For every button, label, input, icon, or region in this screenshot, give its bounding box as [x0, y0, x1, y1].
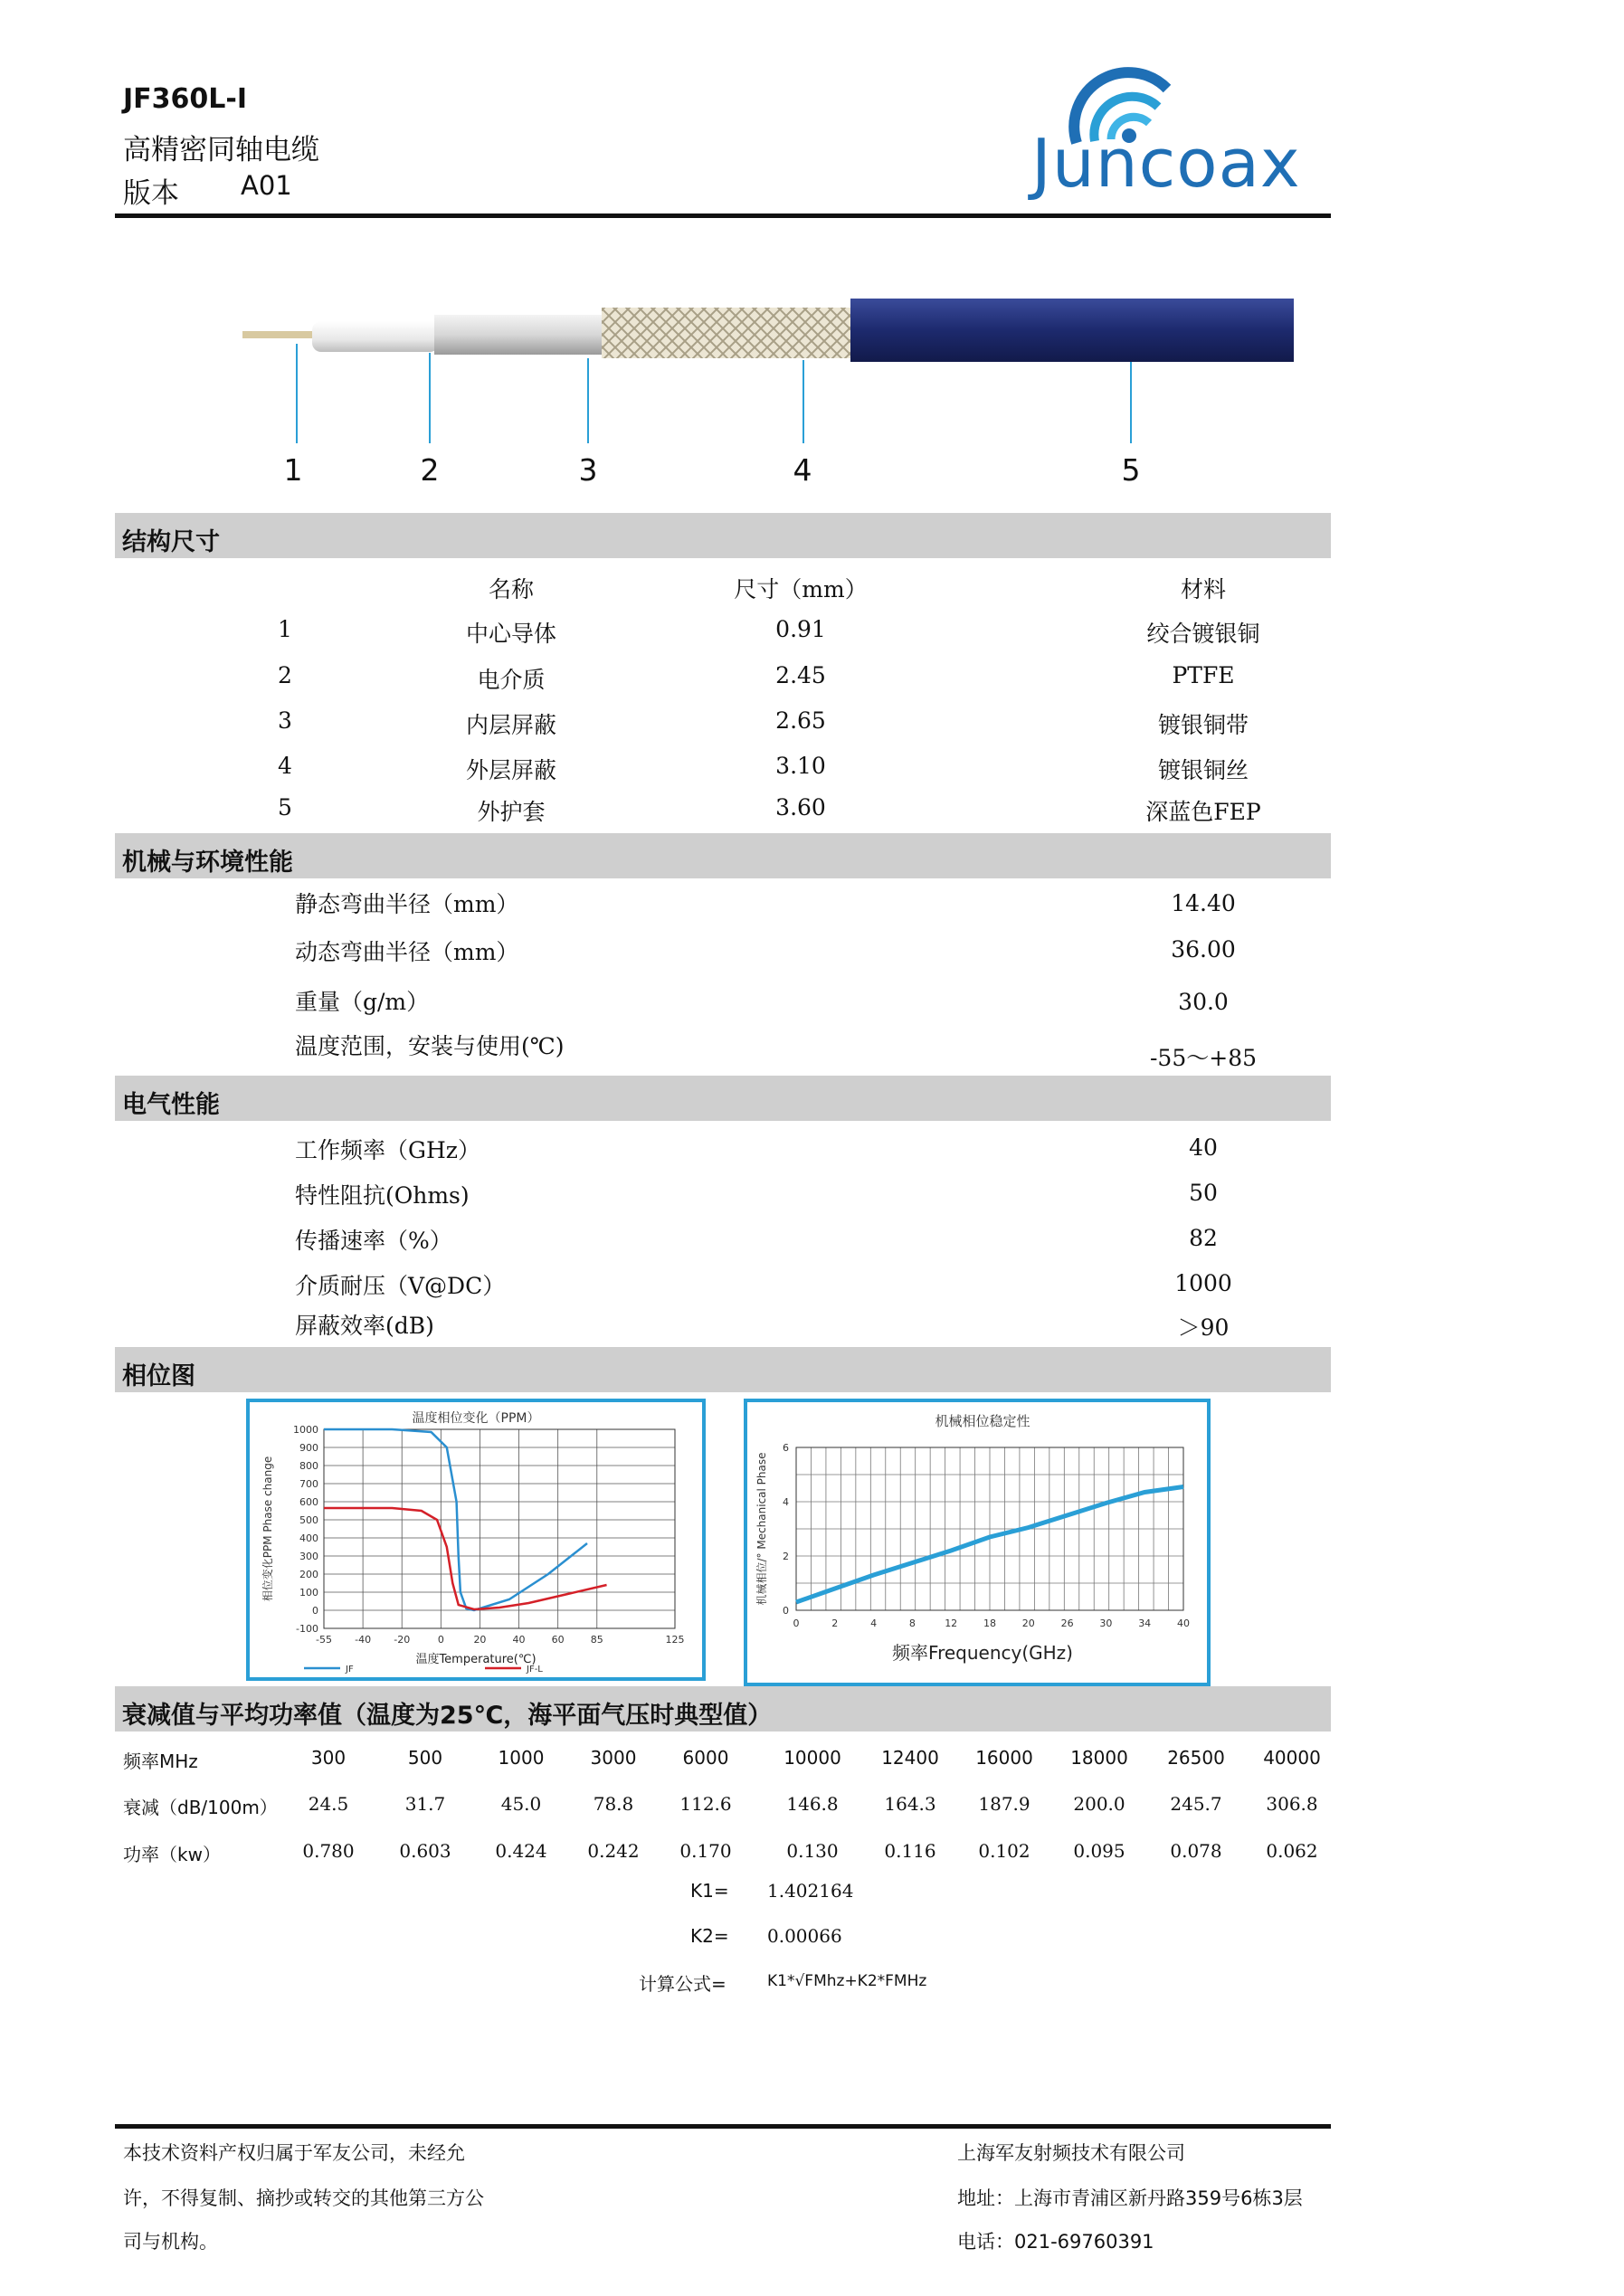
- table-cell-power: 0.078: [1170, 1840, 1222, 1862]
- spec-label: 特性阻抗(Ohms): [295, 1182, 470, 1209]
- x-tick-label: 0: [437, 1634, 444, 1646]
- callout-1: 1: [283, 452, 303, 488]
- k1-value: 1.402164: [767, 1880, 854, 1902]
- section-title: 结构尺寸: [122, 528, 220, 556]
- x-tick-label: -20: [394, 1634, 411, 1646]
- spec-label: 工作频率（GHz）: [295, 1137, 480, 1163]
- row-name: 内层屏蔽: [465, 712, 557, 738]
- row-name: 外护套: [477, 799, 546, 825]
- footer-note-line: 许，不得复制、摘抄或转交的其他第三方公: [123, 2187, 484, 2209]
- y-tick-label: 500: [299, 1514, 318, 1526]
- footer-note-line: 本技术资料产权归属于军友公司，未经允: [123, 2142, 465, 2164]
- spec-value: -55～+85: [1149, 1045, 1258, 1071]
- callout-5: 5: [1121, 452, 1141, 488]
- row-label-frequency: 频率MHz: [123, 1750, 198, 1772]
- table-cell-power: 0.780: [302, 1840, 355, 1862]
- table-cell-attenuation: 245.7: [1170, 1793, 1222, 1815]
- section-electrical: [115, 1076, 1331, 1121]
- table-cell-frequencies: 16000: [975, 1747, 1033, 1769]
- x-tick-label: 85: [590, 1634, 603, 1646]
- row-number: 5: [278, 794, 292, 821]
- mech-phase-chart: [744, 1399, 1211, 1686]
- x-tick-label: 125: [665, 1634, 685, 1646]
- table-cell-attenuation: 187.9: [978, 1793, 1030, 1815]
- row-material: 镀银铜带: [1157, 712, 1249, 738]
- y-tick-label: 0: [312, 1605, 318, 1617]
- section-attenuation: [115, 1686, 1331, 1731]
- spec-value: 36.00: [1171, 936, 1236, 963]
- table-cell-power: 0.116: [884, 1840, 936, 1862]
- y-tick-label: 800: [299, 1460, 318, 1472]
- x-tick-label: 0: [793, 1618, 800, 1629]
- table-cell-frequencies: 6000: [682, 1747, 729, 1769]
- product-name: 高精密同轴电缆: [123, 134, 319, 166]
- chart-title: 温度相位变化（PPM）: [412, 1411, 540, 1426]
- x-tick-label: 18: [983, 1618, 996, 1629]
- plot-frame: [324, 1429, 675, 1628]
- x-tick-label: 12: [945, 1618, 958, 1629]
- x-axis-label: 频率Frequency(GHz): [892, 1642, 1073, 1664]
- row-material: 深蓝色FEP: [1145, 799, 1261, 825]
- legend-label: JF: [346, 1665, 354, 1675]
- center-conductor: [242, 331, 315, 338]
- formula-label: 计算公式=: [639, 1973, 727, 1995]
- table-cell-attenuation: 45.0: [500, 1793, 542, 1815]
- spec-value: ＞90: [1177, 1314, 1230, 1341]
- y-axis-label: 机械相位/° Mechanical Phase: [755, 1452, 768, 1606]
- formula: K1*√FMhz+K2*FMHz: [767, 1972, 927, 1990]
- row-size: 2.45: [775, 662, 826, 688]
- spec-value: 14.40: [1171, 890, 1236, 916]
- table-cell-power: 0.242: [587, 1840, 640, 1862]
- y-tick-label: 100: [299, 1587, 318, 1599]
- x-tick-label: -40: [355, 1634, 372, 1646]
- cable-diagram: [235, 271, 1303, 489]
- y-axis-label: 相位变化PPM Phase change: [261, 1456, 274, 1602]
- x-tick-label: 20: [1021, 1618, 1035, 1629]
- footer-rule: [115, 2124, 1331, 2129]
- table-cell-power: 0.102: [978, 1840, 1030, 1862]
- spec-label: 静态弯曲半径（mm）: [295, 891, 519, 917]
- x-tick-label: 60: [551, 1634, 565, 1646]
- x-axis-label: 温度Temperature(℃): [415, 1653, 537, 1666]
- row-name: 电介质: [477, 667, 546, 693]
- row-name: 中心导体: [465, 621, 557, 647]
- x-tick-label: 8: [908, 1618, 916, 1629]
- y-tick-label: 1000: [293, 1424, 318, 1436]
- x-tick-label: -55: [316, 1634, 332, 1646]
- footer-company: 上海军友射频技术有限公司: [957, 2142, 1185, 2164]
- y-tick-label: 4: [783, 1496, 789, 1508]
- series-line-JF-L: [324, 1508, 607, 1609]
- table-cell-frequencies: 10000: [784, 1747, 841, 1769]
- y-tick-label: 600: [299, 1496, 318, 1508]
- logo-text: Juncoax: [1031, 125, 1301, 203]
- table-cell-attenuation: 164.3: [884, 1793, 936, 1815]
- row-size: 3.10: [775, 753, 826, 779]
- section-title: 相位图: [122, 1362, 195, 1390]
- model-number: JF360L-I: [123, 83, 248, 115]
- y-tick-label: 6: [783, 1442, 789, 1454]
- footer-note-line: 司与机构。: [123, 2231, 218, 2253]
- x-tick-label: 26: [1060, 1618, 1074, 1629]
- row-size: 3.60: [775, 794, 826, 821]
- spec-label: 传播速率（%）: [295, 1228, 452, 1254]
- section-title: 电气性能: [122, 1091, 220, 1119]
- row-number: 1: [278, 616, 292, 642]
- company-logo: [1022, 34, 1312, 203]
- spec-value: 50: [1189, 1180, 1218, 1206]
- spec-value: 40: [1189, 1134, 1218, 1161]
- spec-label: 介质耐压（V@DC）: [295, 1273, 506, 1299]
- x-tick-label: 4: [870, 1618, 878, 1629]
- table-cell-frequencies: 26500: [1167, 1747, 1225, 1769]
- spec-label: 屏蔽效率(dB): [295, 1313, 434, 1339]
- header-rule: [115, 213, 1331, 218]
- callout-2: 2: [420, 452, 440, 488]
- outer-jacket: [850, 299, 1294, 362]
- row-label-power: 功率（kw）: [123, 1844, 221, 1865]
- spec-value: 30.0: [1178, 989, 1229, 1015]
- y-tick-label: 200: [299, 1569, 318, 1580]
- y-tick-label: 2: [783, 1551, 789, 1562]
- table-cell-frequencies: 3000: [590, 1747, 637, 1769]
- footer-phone: 电话：021-69760391: [957, 2231, 1154, 2253]
- k1-label: K1=: [690, 1880, 729, 1902]
- k2-label: K2=: [690, 1925, 729, 1947]
- section-structure: [115, 513, 1331, 558]
- outer-shield: [602, 308, 855, 358]
- x-tick-label: 34: [1138, 1618, 1152, 1629]
- y-tick-label: 0: [783, 1605, 789, 1617]
- section-title: 机械与环境性能: [122, 849, 293, 877]
- table-cell-frequencies: 40000: [1263, 1747, 1321, 1769]
- row-size: 0.91: [775, 616, 826, 642]
- table-cell-frequencies: 18000: [1070, 1747, 1128, 1769]
- row-material: PTFE: [1172, 662, 1235, 688]
- table-cell-attenuation: 78.8: [593, 1793, 634, 1815]
- table-cell-attenuation: 31.7: [404, 1793, 446, 1815]
- table-cell-attenuation: 306.8: [1266, 1793, 1318, 1815]
- table-cell-attenuation: 24.5: [308, 1793, 349, 1815]
- table-cell-frequencies: 300: [310, 1747, 347, 1769]
- spec-label: 动态弯曲半径（mm）: [295, 939, 519, 965]
- spec-value: 82: [1189, 1225, 1218, 1251]
- legend-label: JF-L: [527, 1665, 543, 1675]
- table-cell-frequencies: 12400: [881, 1747, 939, 1769]
- x-tick-label: 20: [473, 1634, 487, 1646]
- section-mechanical: [115, 833, 1331, 878]
- table-cell-attenuation: 146.8: [786, 1793, 839, 1815]
- table-cell-power: 0.130: [786, 1840, 839, 1862]
- row-name: 外层屏蔽: [465, 757, 557, 783]
- table-cell-power: 0.424: [495, 1840, 547, 1862]
- inner-shield: [434, 315, 606, 355]
- k2-value: 0.00066: [767, 1925, 842, 1947]
- col-header-name: 名称: [488, 576, 535, 602]
- x-tick-label: 40: [512, 1634, 526, 1646]
- spec-value: 1000: [1174, 1270, 1232, 1296]
- callout-3: 3: [578, 452, 598, 488]
- table-cell-attenuation: 112.6: [679, 1793, 732, 1815]
- section-phase: [115, 1347, 1331, 1392]
- row-size: 2.65: [775, 707, 826, 734]
- version-label: 版本: [123, 177, 179, 210]
- x-tick-label: 2: [831, 1618, 839, 1629]
- col-header-material: 材料: [1180, 576, 1227, 602]
- temp-phase-chart: [246, 1399, 706, 1681]
- y-tick-label: 700: [299, 1478, 318, 1490]
- table-cell-frequencies: 500: [407, 1747, 443, 1769]
- y-tick-label: 300: [299, 1551, 318, 1562]
- table-cell-power: 0.062: [1266, 1840, 1318, 1862]
- callout-4: 4: [793, 452, 812, 488]
- chart-title: 机械相位稳定性: [935, 1413, 1030, 1429]
- col-header-size: 尺寸（mm）: [734, 576, 868, 602]
- row-material: 绞合镀银铜: [1146, 621, 1260, 647]
- table-cell-power: 0.095: [1073, 1840, 1125, 1862]
- x-tick-label: 30: [1099, 1618, 1113, 1629]
- spec-label: 温度范围，安装与使用(℃): [295, 1033, 565, 1059]
- row-number: 2: [278, 662, 292, 688]
- table-cell-power: 0.603: [399, 1840, 451, 1862]
- section-title: 衰减值与平均功率值（温度为25℃，海平面气压时典型值）: [122, 1702, 773, 1730]
- table-cell-power: 0.170: [679, 1840, 732, 1862]
- spec-label: 重量（g/m）: [295, 989, 430, 1015]
- y-tick-label: 900: [299, 1442, 318, 1454]
- row-number: 4: [278, 753, 292, 779]
- table-cell-frequencies: 1000: [498, 1747, 545, 1769]
- row-label-attenuation: 衰减（dB/100m）: [123, 1797, 278, 1818]
- footer-address: 地址：上海市青浦区新丹路359号6栋3层: [957, 2187, 1303, 2209]
- table-cell-attenuation: 200.0: [1073, 1793, 1125, 1815]
- y-tick-label: -100: [296, 1623, 318, 1635]
- dielectric: [312, 321, 439, 352]
- y-tick-label: 400: [299, 1532, 318, 1544]
- x-tick-label: 40: [1177, 1618, 1190, 1629]
- row-material: 镀银铜丝: [1157, 757, 1249, 783]
- version-value: A01: [241, 170, 292, 201]
- row-number: 3: [278, 707, 292, 734]
